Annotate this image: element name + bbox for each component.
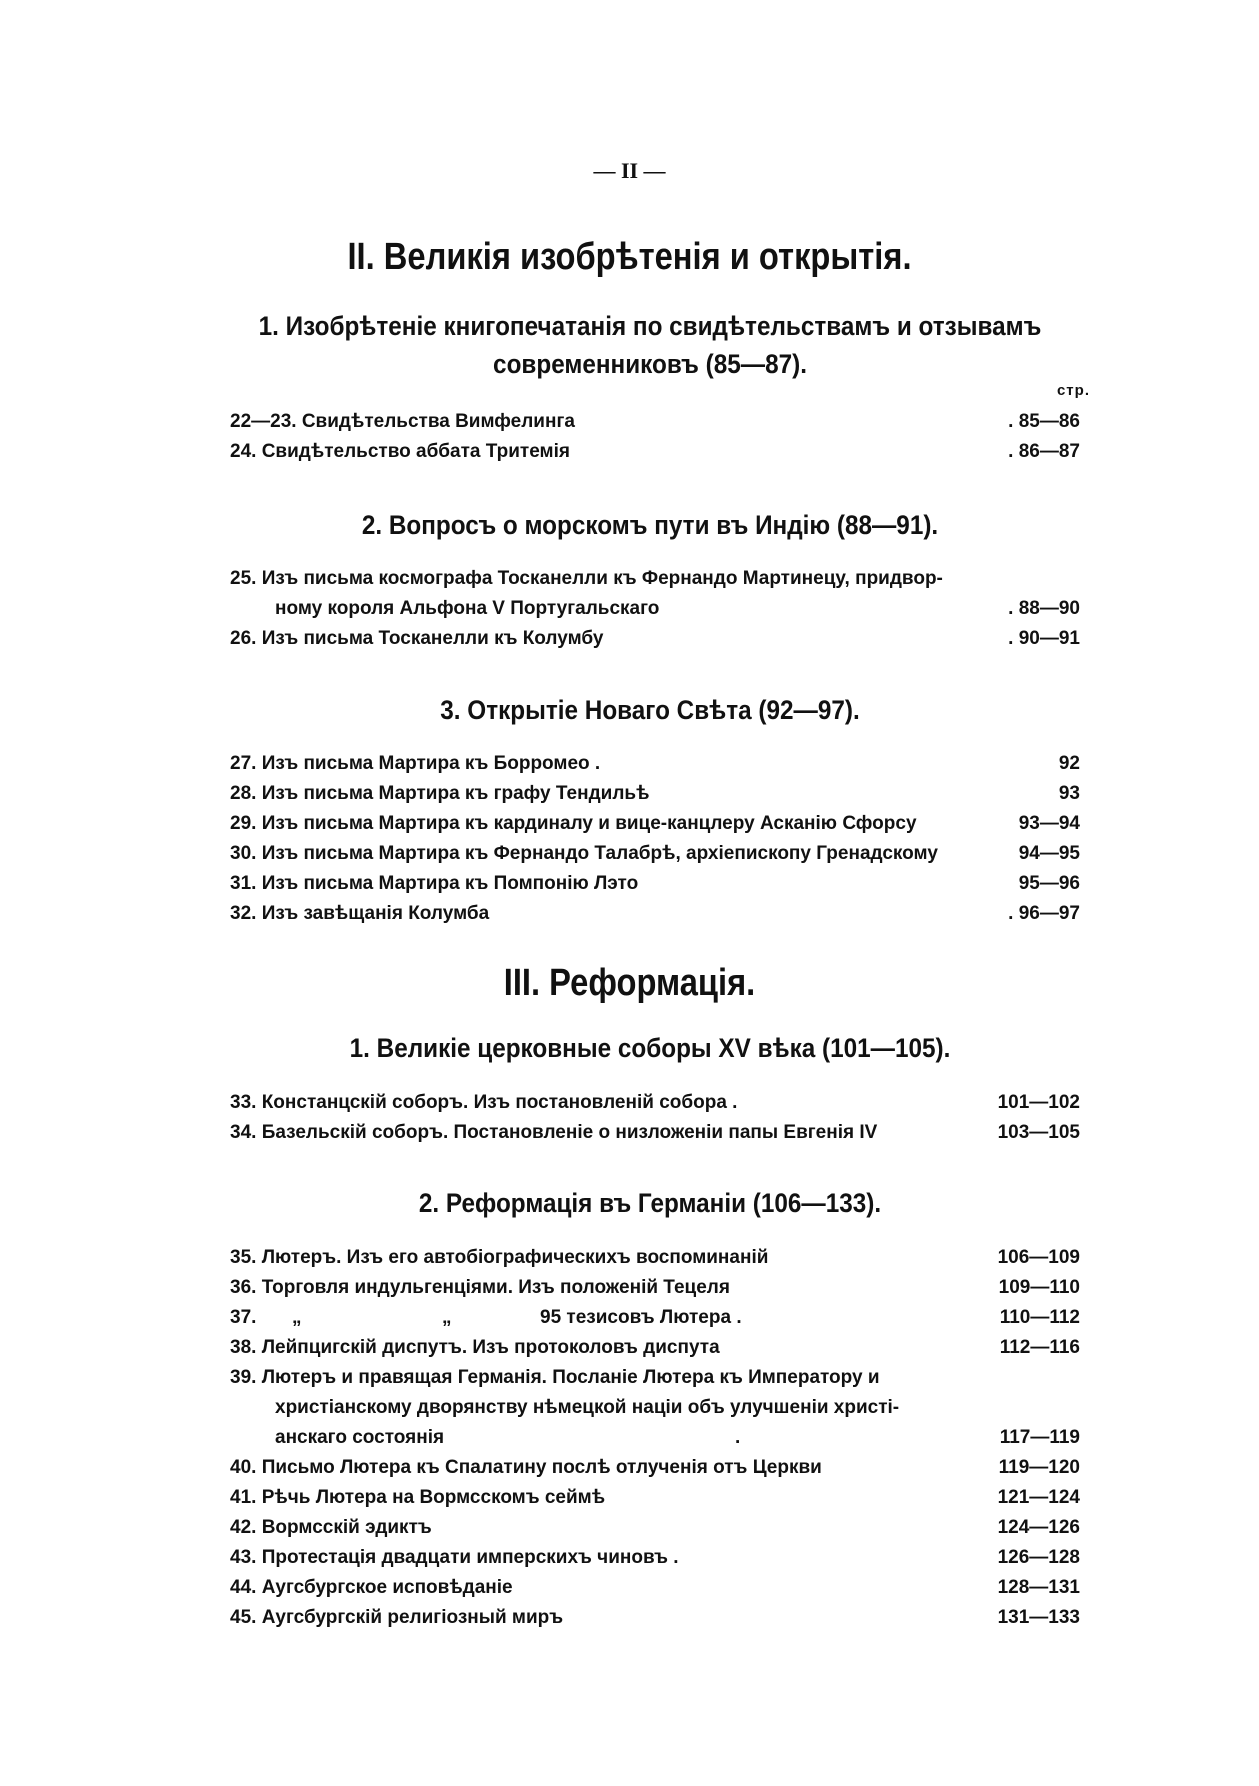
entry-text: 25. Изъ письма космографа Тосканелли къ Фернандо Мартинецу, придвор- — [230, 568, 943, 589]
entry-pages: 101—102 — [997, 1092, 1080, 1113]
entry-pages: 128—131 — [997, 1577, 1080, 1598]
entry-pages: . 85—86 — [1008, 411, 1080, 432]
entry-text: 29. Изъ письма Мартира къ кардиналу и вице-канцлеру Асканію Сфорсу — [230, 813, 917, 834]
entry-pages: 126—128 — [997, 1547, 1080, 1568]
toc-entry-45[interactable] — [230, 1603, 1080, 1633]
entry-text: 40. Письмо Лютера къ Спалатину послѣ отлученія отъ Церкви — [230, 1457, 822, 1478]
entry-pages: 94—95 — [1018, 843, 1080, 864]
entry-text: 43. Протестація двадцати имперскихъ чиновъ . — [230, 1547, 679, 1568]
entry-text: 34. Базельскій соборъ. Постановленіе о низложеніи папы Евгенія IV — [230, 1122, 878, 1143]
toc-entry-42[interactable] — [230, 1513, 1080, 1543]
entry-text: 36. Торговля индульгенціями. Изъ положеній Тецеля — [230, 1277, 730, 1298]
entry-pages: 93 — [1058, 783, 1080, 804]
toc-entry-24[interactable] — [230, 437, 1080, 467]
section-title-ii-3 — [245, 691, 1055, 729]
section-title-line: 3. Открытіе Новаго Свѣта (92—97). — [440, 695, 860, 725]
entry-text: 31. Изъ письма Мартира къ Помпонію Лэто — [230, 873, 639, 894]
entry-text: 35. Лютеръ. Изъ его автобіографическихъ воспоминаній — [230, 1247, 769, 1268]
entry-text: 38. Лейпцигскій диспутъ. Изъ протоколовъ диспута — [230, 1337, 720, 1358]
entry-text: 26. Изъ письма Тосканелли къ Колумбу — [230, 628, 604, 649]
entry-pages: 131—133 — [997, 1607, 1080, 1628]
toc-entry-31[interactable] — [230, 869, 1080, 899]
entry-pages: . 96—97 — [1008, 903, 1080, 924]
entry-pages: 106—109 — [997, 1247, 1080, 1268]
section-title-line: 2. Реформація въ Германіи (106—133). — [418, 1188, 882, 1218]
toc-entry-32[interactable] — [230, 899, 1080, 929]
entry-continuation: ному короля Альфона V Португальскаго — [275, 598, 660, 619]
entry-text: 33. Констанцскій соборъ. Изъ постановленій собора . — [230, 1092, 738, 1113]
page-number: — II — — [593, 158, 666, 183]
toc-entry-44[interactable] — [230, 1573, 1080, 1603]
entry-continuation: анскаго состоянія — [275, 1427, 445, 1448]
toc-entry-36[interactable] — [230, 1273, 1080, 1303]
toc-entry-33[interactable] — [230, 1088, 1080, 1118]
entry-text: 27. Изъ письма Мартира къ Борромео . — [230, 753, 601, 774]
entry-pages: 109—110 — [998, 1277, 1080, 1298]
toc-entry-26[interactable] — [230, 624, 1080, 654]
entry-pages: 124—126 — [997, 1517, 1080, 1538]
leader-dot: . — [735, 1427, 741, 1448]
toc-entry-35[interactable] — [230, 1243, 1080, 1273]
column-header-pages: стр. — [1056, 382, 1090, 399]
ditto-mark: „ — [442, 1307, 452, 1328]
entry-pages: 121—124 — [997, 1487, 1080, 1508]
entry-pages: 117—119 — [999, 1427, 1080, 1448]
section-title-line: современниковъ (85—87). — [493, 349, 807, 379]
toc-entry-29[interactable] — [230, 809, 1080, 839]
part-title-ii: II. Великія изобрѣтенія и открытія. — [347, 236, 912, 278]
entry-text: 30. Изъ письма Мартира къ Фернандо Талабрѣ, архіепископу Гренадскому — [230, 843, 938, 864]
part-title-iii: III. Реформація. — [503, 962, 756, 1004]
entry-pages: 92 — [1058, 753, 1080, 774]
entry-text: 45. Аугсбургскій религіозный миръ — [230, 1607, 564, 1628]
entry-pages: 112—116 — [999, 1337, 1080, 1358]
toc-entry-37[interactable] — [230, 1303, 1080, 1333]
entry-pages: 95—96 — [1018, 873, 1080, 894]
ditto-mark: „ — [292, 1307, 302, 1328]
section-title-ii-1 — [245, 307, 1055, 383]
section-title-ii-2 — [245, 506, 1055, 544]
entry-pages: 93—94 — [1018, 813, 1080, 834]
toc-entry-22-23[interactable] — [230, 407, 1080, 437]
entry-pages: . 90—91 — [1008, 628, 1080, 649]
entry-text: 95 тезисовъ Лютера . — [540, 1307, 742, 1328]
entry-pages: . 88—90 — [1008, 598, 1080, 619]
section-title-line: 1. Изобрѣтеніе книгопечатанія по свидѣтельствамъ и отзывамъ — [258, 311, 1042, 341]
entry-pages: 110—112 — [999, 1307, 1080, 1328]
entry-text: 44. Аугсбургское исповѣданіе — [230, 1577, 513, 1598]
entry-text: 24. Свидѣтельство аббата Тритемія — [230, 441, 570, 462]
entry-number: 37. — [230, 1307, 257, 1328]
entry-continuation: христіанскому дворянству нѣмецкой націи объ улучшеніи христі- — [275, 1397, 900, 1418]
toc-entry-41[interactable] — [230, 1483, 1080, 1513]
toc-entry-39[interactable] — [230, 1363, 1080, 1453]
entry-pages: 103—105 — [997, 1122, 1080, 1143]
toc-entry-25[interactable] — [230, 564, 1080, 624]
entry-text: 28. Изъ письма Мартира къ графу Тендильѣ — [230, 783, 650, 804]
entry-text: 22—23. Свидѣтельства Вимфелинга — [230, 411, 575, 432]
entry-text: 42. Вормсскій эдиктъ — [230, 1517, 432, 1538]
entry-text: 32. Изъ завѣщанія Колумба — [230, 903, 490, 924]
toc-entry-34[interactable] — [230, 1118, 1080, 1148]
entry-pages: . 86—87 — [1008, 441, 1080, 462]
entry-pages: 119—120 — [998, 1457, 1080, 1478]
toc-entry-27[interactable] — [230, 749, 1080, 779]
entry-text: 39. Лютеръ и правящая Германія. Посланіе Лютера къ Императору и — [230, 1367, 880, 1388]
section-title-iii-2 — [245, 1184, 1055, 1222]
toc-entry-30[interactable] — [230, 839, 1080, 869]
entry-text: 41. Рѣчь Лютера на Вормсскомъ сеймѣ — [230, 1487, 606, 1508]
section-title-line: 2. Вопросъ о морскомъ пути въ Индію (88—91). — [361, 510, 939, 540]
section-title-iii-1 — [245, 1029, 1055, 1067]
toc-entry-43[interactable] — [230, 1543, 1080, 1573]
toc-entry-28[interactable] — [230, 779, 1080, 809]
toc-entry-40[interactable] — [230, 1453, 1080, 1483]
section-title-line: 1. Великіе церковные соборы XV вѣка (101—105). — [349, 1033, 951, 1063]
toc-entry-38[interactable] — [230, 1333, 1080, 1363]
